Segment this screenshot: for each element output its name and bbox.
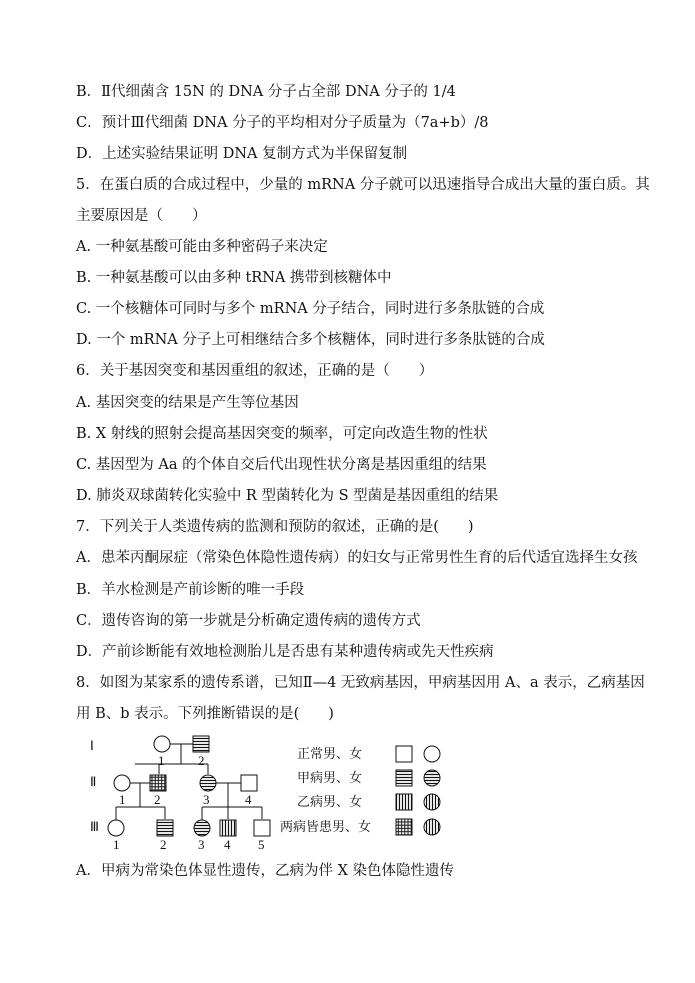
legend-normal-label: 正常男、女 <box>297 746 363 761</box>
individual-II-1 <box>114 775 130 791</box>
option-a-q6: A. 基因突变的结果是产生等位基因 <box>76 395 299 411</box>
pedigree-legend <box>280 746 440 835</box>
option-a-q8: A．甲病为常染色体显性遗传，乙病为伴 X 染色体隐性遗传 <box>76 863 455 879</box>
question-6-stem: 6．关于基因突变和基因重组的叙述，正确的是（ ） <box>76 363 434 379</box>
option-d-q7: D．产前诊断能有效地检测胎儿是否患有某种遗传病或先天性疾病 <box>76 644 494 660</box>
option-c-q7: C．遗传咨询的第一步就是分析确定遗传病的遗传方式 <box>76 613 421 629</box>
generation-2-label: Ⅱ <box>90 774 97 789</box>
gen2-number-1: 1 <box>119 792 126 807</box>
legend-disease-a-male-symbol <box>396 770 412 786</box>
option-b-q7: B．羊水检测是产前诊断的唯一手段 <box>76 582 305 598</box>
option-b-q5: B. 一种氨基酸可以由多种 tRNA 携带到核糖体中 <box>76 270 392 286</box>
gen3-number-5: 5 <box>258 837 265 852</box>
individual-III-4 <box>220 820 236 836</box>
gen2-number-2: 2 <box>154 792 161 807</box>
individual-III-2 <box>157 820 173 836</box>
legend-both-male-symbol <box>396 819 412 835</box>
gen3-number-4: 4 <box>224 837 231 852</box>
generation-1-label: Ⅰ <box>90 738 94 753</box>
individual-III-3 <box>194 820 210 836</box>
gen1-number-2: 2 <box>198 753 205 768</box>
legend-disease-b-male-symbol <box>396 794 412 810</box>
individual-I-1 <box>154 736 170 752</box>
question-7-stem: 7．下列关于人类遗传病的监测和预防的叙述，正确的是( ) <box>76 519 474 535</box>
question-5-stem-cont: 主要原因是（ ） <box>76 208 207 224</box>
legend-disease-b-label: 乙病男、女 <box>297 794 363 809</box>
option-c-q5: C. 一个核糖体可同时与多个 mRNA 分子结合，同时进行多条肽链的合成 <box>76 301 545 317</box>
legend-disease-a-label: 甲病男、女 <box>297 770 363 785</box>
individual-II-4 <box>241 775 257 791</box>
option-d-q4: D．上述实验结果证明 DNA 复制方式为半保留复制 <box>76 146 408 162</box>
gen3-number-1: 1 <box>113 837 120 852</box>
individual-II-3 <box>200 775 216 791</box>
gen1-number-1: 1 <box>158 753 165 768</box>
option-b-q6: B. X 射线的照射会提高基因突变的频率，可定向改造生物的性状 <box>76 426 488 442</box>
legend-normal-female-symbol <box>424 746 440 762</box>
option-d-q5: D. 一个 mRNA 分子上可相继结合多个核糖体，同时进行多条肽链的合成 <box>76 332 545 348</box>
individual-III-5 <box>254 820 270 836</box>
option-a-q5: A. 一种氨基酸可能由多种密码子来决定 <box>76 239 328 255</box>
pedigree-lines <box>116 744 262 820</box>
option-d-q6: D. 肺炎双球菌转化实验中 R 型菌转化为 S 型菌是基因重组的结果 <box>76 488 499 504</box>
legend-disease-a-female-symbol <box>424 770 440 786</box>
gen2-number-3: 3 <box>203 792 210 807</box>
question-8-stem: 8．如图为某家系的遗传系谱，已知Ⅱ—4 无致病基因，甲病基因用 A、a 表示，乙病基因 <box>76 675 645 691</box>
legend-disease-b-female-symbol <box>424 794 440 810</box>
option-c-q4: C．预计Ⅲ代细菌 DNA 分子的平均相对分子质量为（7a+b）/8 <box>76 115 489 131</box>
gen2-number-4: 4 <box>245 792 252 807</box>
legend-both-label: 两病皆患男、女 <box>280 819 372 834</box>
option-b-q4: B．Ⅱ代细菌含 15N 的 DNA 分子占全部 DNA 分子的 1/4 <box>76 84 456 100</box>
individual-III-1 <box>108 820 124 836</box>
gen3-number-2: 2 <box>160 837 167 852</box>
question-5-stem: 5．在蛋白质的合成过程中，少量的 mRNA 分子就可以迅速指导合成出大量的蛋白质。其 <box>76 177 650 193</box>
question-8-stem-cont: 用 B、b 表示。下列推断错误的是( ) <box>76 706 334 722</box>
option-a-q7: A．患苯丙酮尿症（常染色体隐性遗传病）的妇女与正常男性生育的后代适宜选择生女孩 <box>76 550 638 566</box>
gen3-number-3: 3 <box>198 837 205 852</box>
option-c-q6: C. 基因型为 Aa 的个体自交后代出现性状分离是基因重组的结果 <box>76 457 487 473</box>
individual-I-2 <box>193 736 209 752</box>
generation-3-label: Ⅲ <box>90 819 99 834</box>
pedigree-diagram <box>80 734 450 854</box>
legend-both-female-symbol <box>424 819 440 835</box>
legend-normal-male-symbol <box>396 746 412 762</box>
individual-II-2 <box>150 775 166 791</box>
